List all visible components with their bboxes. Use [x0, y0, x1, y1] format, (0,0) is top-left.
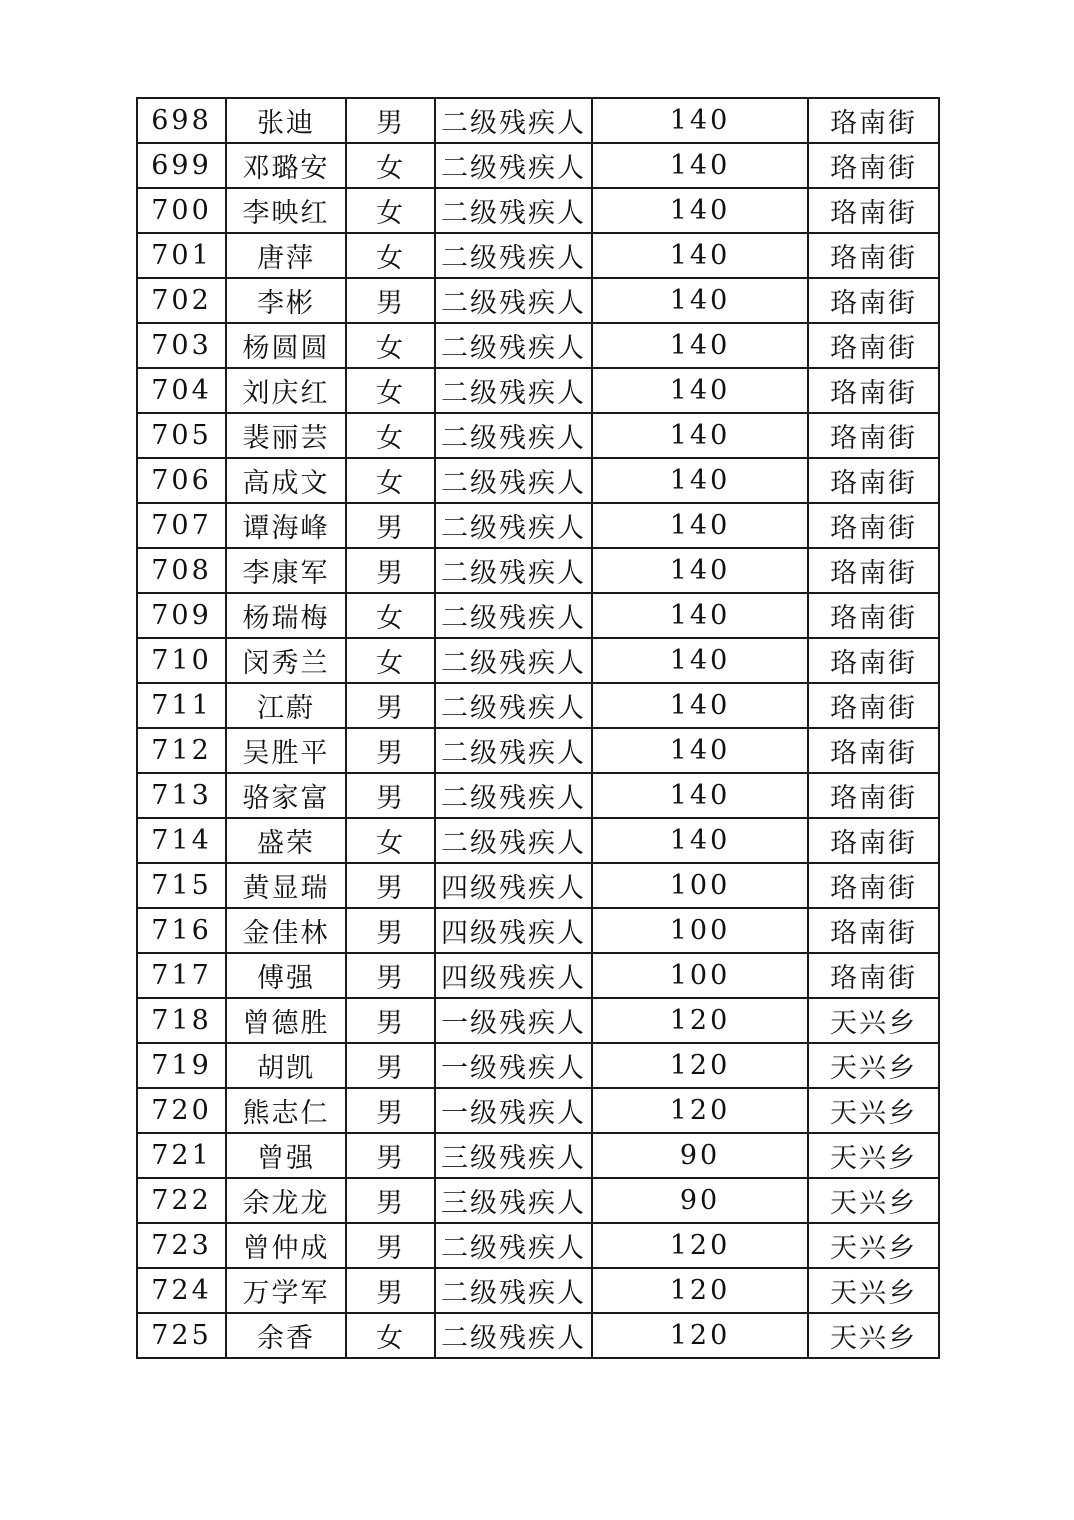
table-row	[137, 1043, 939, 1088]
location-cell: 珞南街	[808, 368, 939, 413]
name-cell: 高成文	[226, 458, 346, 503]
disability-level-cell: 二级残疾人	[435, 323, 592, 368]
serial-number-cell: 708	[137, 548, 226, 593]
amount-cell: 120	[592, 1313, 808, 1358]
amount-cell: 140	[592, 548, 808, 593]
location-cell: 珞南街	[808, 683, 939, 728]
table-row	[137, 143, 939, 188]
name-cell: 刘庆红	[226, 368, 346, 413]
table-row	[137, 458, 939, 503]
amount-cell: 140	[592, 458, 808, 503]
roster-table	[136, 97, 940, 1359]
gender-cell: 女	[346, 143, 435, 188]
serial-number-cell: 709	[137, 593, 226, 638]
name-cell: 李康军	[226, 548, 346, 593]
disability-level-cell: 二级残疾人	[435, 233, 592, 278]
location-cell: 天兴乡	[808, 1313, 939, 1358]
serial-number-cell: 710	[137, 638, 226, 683]
disability-level-cell: 二级残疾人	[435, 548, 592, 593]
gender-cell: 男	[346, 278, 435, 323]
gender-cell: 男	[346, 1268, 435, 1313]
location-cell: 珞南街	[808, 278, 939, 323]
serial-number-cell: 699	[137, 143, 226, 188]
amount-cell: 140	[592, 188, 808, 233]
gender-cell: 男	[346, 548, 435, 593]
gender-cell: 女	[346, 458, 435, 503]
gender-cell: 女	[346, 1313, 435, 1358]
serial-number-cell: 712	[137, 728, 226, 773]
name-cell: 唐萍	[226, 233, 346, 278]
amount-cell: 140	[592, 143, 808, 188]
location-cell: 珞南街	[808, 233, 939, 278]
gender-cell: 男	[346, 1223, 435, 1268]
disability-level-cell: 三级残疾人	[435, 1178, 592, 1223]
location-cell: 珞南街	[808, 98, 939, 143]
location-cell: 珞南街	[808, 863, 939, 908]
name-cell: 胡凯	[226, 1043, 346, 1088]
table-row	[137, 1223, 939, 1268]
table-row	[137, 323, 939, 368]
gender-cell: 男	[346, 1133, 435, 1178]
disability-level-cell: 三级残疾人	[435, 1133, 592, 1178]
amount-cell: 140	[592, 233, 808, 278]
location-cell: 珞南街	[808, 503, 939, 548]
table-row	[137, 1133, 939, 1178]
serial-number-cell: 715	[137, 863, 226, 908]
location-cell: 珞南街	[808, 143, 939, 188]
name-cell: 余香	[226, 1313, 346, 1358]
name-cell: 张迪	[226, 98, 346, 143]
amount-cell: 120	[592, 1268, 808, 1313]
location-cell: 珞南街	[808, 188, 939, 233]
location-cell: 天兴乡	[808, 1133, 939, 1178]
name-cell: 谭海峰	[226, 503, 346, 548]
amount-cell: 100	[592, 908, 808, 953]
serial-number-cell: 724	[137, 1268, 226, 1313]
location-cell: 天兴乡	[808, 1043, 939, 1088]
table-row	[137, 503, 939, 548]
table-row	[137, 908, 939, 953]
amount-cell: 90	[592, 1178, 808, 1223]
serial-number-cell: 723	[137, 1223, 226, 1268]
table-row	[137, 593, 939, 638]
table-row	[137, 998, 939, 1043]
location-cell: 珞南街	[808, 593, 939, 638]
amount-cell: 140	[592, 818, 808, 863]
location-cell: 珞南街	[808, 953, 939, 998]
table-row	[137, 188, 939, 233]
serial-number-cell: 701	[137, 233, 226, 278]
serial-number-cell: 706	[137, 458, 226, 503]
location-cell: 珞南街	[808, 818, 939, 863]
gender-cell: 男	[346, 773, 435, 818]
name-cell: 熊志仁	[226, 1088, 346, 1133]
table-row	[137, 1088, 939, 1133]
disability-level-cell: 二级残疾人	[435, 413, 592, 458]
name-cell: 万学军	[226, 1268, 346, 1313]
amount-cell: 120	[592, 1088, 808, 1133]
disability-level-cell: 二级残疾人	[435, 638, 592, 683]
name-cell: 盛荣	[226, 818, 346, 863]
gender-cell: 女	[346, 413, 435, 458]
disability-level-cell: 二级残疾人	[435, 683, 592, 728]
name-cell: 曾德胜	[226, 998, 346, 1043]
serial-number-cell: 704	[137, 368, 226, 413]
name-cell: 骆家富	[226, 773, 346, 818]
disability-level-cell: 二级残疾人	[435, 143, 592, 188]
table-row	[137, 278, 939, 323]
gender-cell: 女	[346, 593, 435, 638]
name-cell: 吴胜平	[226, 728, 346, 773]
gender-cell: 男	[346, 908, 435, 953]
table-row	[137, 728, 939, 773]
amount-cell: 140	[592, 413, 808, 458]
name-cell: 杨圆圆	[226, 323, 346, 368]
location-cell: 天兴乡	[808, 1223, 939, 1268]
disability-level-cell: 一级残疾人	[435, 998, 592, 1043]
serial-number-cell: 720	[137, 1088, 226, 1133]
table-row	[137, 368, 939, 413]
disability-level-cell: 二级残疾人	[435, 368, 592, 413]
amount-cell: 120	[592, 1043, 808, 1088]
name-cell: 傅强	[226, 953, 346, 998]
gender-cell: 男	[346, 953, 435, 998]
disability-level-cell: 二级残疾人	[435, 503, 592, 548]
gender-cell: 女	[346, 323, 435, 368]
table-row	[137, 1313, 939, 1358]
gender-cell: 女	[346, 368, 435, 413]
gender-cell: 男	[346, 728, 435, 773]
disability-level-cell: 二级残疾人	[435, 1313, 592, 1358]
table-row	[137, 773, 939, 818]
location-cell: 天兴乡	[808, 1178, 939, 1223]
amount-cell: 140	[592, 368, 808, 413]
amount-cell: 100	[592, 953, 808, 998]
gender-cell: 男	[346, 1088, 435, 1133]
location-cell: 珞南街	[808, 908, 939, 953]
disability-level-cell: 二级残疾人	[435, 1268, 592, 1313]
serial-number-cell: 698	[137, 98, 226, 143]
table-row	[137, 98, 939, 143]
table-row	[137, 818, 939, 863]
location-cell: 珞南街	[808, 638, 939, 683]
location-cell: 珞南街	[808, 458, 939, 503]
location-cell: 珞南街	[808, 773, 939, 818]
table-row	[137, 1178, 939, 1223]
disability-level-cell: 二级残疾人	[435, 458, 592, 503]
disability-level-cell: 一级残疾人	[435, 1088, 592, 1133]
serial-number-cell: 716	[137, 908, 226, 953]
gender-cell: 男	[346, 863, 435, 908]
disability-level-cell: 二级残疾人	[435, 593, 592, 638]
serial-number-cell: 718	[137, 998, 226, 1043]
name-cell: 曾仲成	[226, 1223, 346, 1268]
table-row	[137, 413, 939, 458]
gender-cell: 男	[346, 683, 435, 728]
disability-level-cell: 二级残疾人	[435, 278, 592, 323]
location-cell: 珞南街	[808, 548, 939, 593]
name-cell: 江蔚	[226, 683, 346, 728]
disability-level-cell: 四级残疾人	[435, 863, 592, 908]
serial-number-cell: 705	[137, 413, 226, 458]
name-cell: 李映红	[226, 188, 346, 233]
amount-cell: 140	[592, 503, 808, 548]
amount-cell: 140	[592, 773, 808, 818]
disability-level-cell: 一级残疾人	[435, 1043, 592, 1088]
amount-cell: 140	[592, 683, 808, 728]
serial-number-cell: 719	[137, 1043, 226, 1088]
amount-cell: 90	[592, 1133, 808, 1178]
name-cell: 裴丽芸	[226, 413, 346, 458]
amount-cell: 100	[592, 863, 808, 908]
gender-cell: 男	[346, 503, 435, 548]
name-cell: 闵秀兰	[226, 638, 346, 683]
location-cell: 珞南街	[808, 413, 939, 458]
disability-level-cell: 二级残疾人	[435, 98, 592, 143]
amount-cell: 140	[592, 278, 808, 323]
serial-number-cell: 700	[137, 188, 226, 233]
gender-cell: 女	[346, 233, 435, 278]
gender-cell: 男	[346, 998, 435, 1043]
table-row	[137, 548, 939, 593]
serial-number-cell: 717	[137, 953, 226, 998]
gender-cell: 男	[346, 98, 435, 143]
serial-number-cell: 711	[137, 683, 226, 728]
name-cell: 邓璐安	[226, 143, 346, 188]
name-cell: 余龙龙	[226, 1178, 346, 1223]
table-row	[137, 953, 939, 998]
gender-cell: 女	[346, 188, 435, 233]
serial-number-cell: 707	[137, 503, 226, 548]
name-cell: 黄显瑞	[226, 863, 346, 908]
disability-level-cell: 二级残疾人	[435, 818, 592, 863]
table-row	[137, 233, 939, 278]
roster-table-body	[137, 98, 939, 1358]
serial-number-cell: 702	[137, 278, 226, 323]
amount-cell: 140	[592, 98, 808, 143]
gender-cell: 女	[346, 638, 435, 683]
serial-number-cell: 725	[137, 1313, 226, 1358]
table-row	[137, 863, 939, 908]
disability-level-cell: 二级残疾人	[435, 773, 592, 818]
amount-cell: 140	[592, 728, 808, 773]
amount-cell: 140	[592, 593, 808, 638]
location-cell: 天兴乡	[808, 1088, 939, 1133]
amount-cell: 140	[592, 323, 808, 368]
name-cell: 李彬	[226, 278, 346, 323]
disability-level-cell: 二级残疾人	[435, 1223, 592, 1268]
name-cell: 金佳林	[226, 908, 346, 953]
name-cell: 曾强	[226, 1133, 346, 1178]
location-cell: 珞南街	[808, 728, 939, 773]
gender-cell: 男	[346, 1178, 435, 1223]
disability-level-cell: 四级残疾人	[435, 953, 592, 998]
serial-number-cell: 722	[137, 1178, 226, 1223]
serial-number-cell: 714	[137, 818, 226, 863]
location-cell: 天兴乡	[808, 1268, 939, 1313]
table-row	[137, 683, 939, 728]
disability-level-cell: 二级残疾人	[435, 188, 592, 233]
amount-cell: 120	[592, 1223, 808, 1268]
amount-cell: 120	[592, 998, 808, 1043]
gender-cell: 女	[346, 818, 435, 863]
serial-number-cell: 703	[137, 323, 226, 368]
name-cell: 杨瑞梅	[226, 593, 346, 638]
serial-number-cell: 721	[137, 1133, 226, 1178]
gender-cell: 男	[346, 1043, 435, 1088]
serial-number-cell: 713	[137, 773, 226, 818]
amount-cell: 140	[592, 638, 808, 683]
disability-level-cell: 二级残疾人	[435, 728, 592, 773]
table-row	[137, 1268, 939, 1313]
location-cell: 天兴乡	[808, 998, 939, 1043]
disability-level-cell: 四级残疾人	[435, 908, 592, 953]
location-cell: 珞南街	[808, 323, 939, 368]
table-row	[137, 638, 939, 683]
